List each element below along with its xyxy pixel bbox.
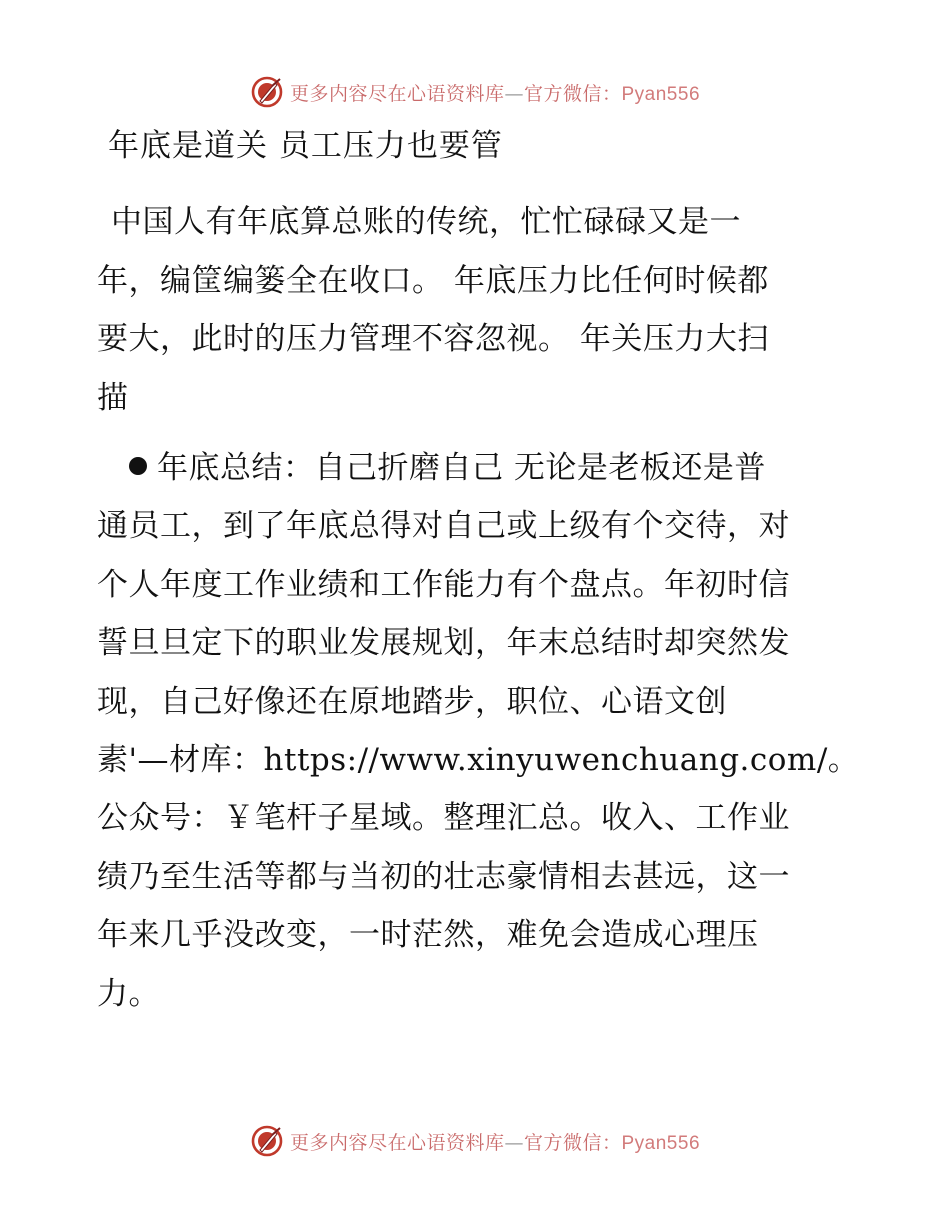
watermark-wechat-id: Pyan556 <box>621 83 701 105</box>
watermark-site-text: 更多内容尽在心语资料库 <box>289 82 505 105</box>
watermark-site-text: 更多内容尽在心语资料库 <box>289 1131 505 1154</box>
section-line: 素'—材库：https://www.xinyuwenchuang.com/。 <box>97 741 860 778</box>
watermark-separator: — <box>504 82 524 105</box>
section-first-line <box>97 439 857 497</box>
intro-line: 年，编筐编篓全在收口。 年底压力比任何时候都 <box>97 262 769 299</box>
watermark-wechat-id: Pyan556 <box>621 1132 701 1154</box>
section-line: 力。 <box>97 975 160 1012</box>
watermark-official-text: 官方微信： <box>523 1131 622 1154</box>
footer-watermark-text <box>290 1128 700 1155</box>
footer-watermark <box>0 1121 950 1161</box>
section-line: 通员工，到了年底总得对自己或上级有个交待，对 <box>97 508 790 545</box>
header-watermark <box>0 72 950 112</box>
intro-paragraph <box>97 193 857 427</box>
section-heading-text: 年底总结：自己折磨自己 无论是老板还是普 <box>157 450 766 486</box>
page-title: 年底是道关 员工压力也要管 <box>108 128 503 164</box>
intro-line: 描 <box>97 379 129 416</box>
section-line: 誓旦旦定下的职业发展规划，年末总结时却突然发 <box>97 625 790 662</box>
section-line: 现，自己好像还在原地踏步，职位、心语文创 <box>97 683 727 720</box>
quill-seal-icon <box>250 75 284 109</box>
intro-line: 中国人有年底算总账的传统，忙忙碌碌又是一 <box>111 204 741 240</box>
section-line: 绩乃至生活等都与当初的壮志豪情相去甚远，这一 <box>97 858 790 895</box>
section-paragraph <box>97 439 860 1023</box>
section-line: 公众号：￥笔杆子星域。整理汇总。收入、工作业 <box>97 800 790 837</box>
bullet-dot-icon <box>129 457 147 475</box>
header-watermark-text <box>290 79 700 106</box>
section-line: 年来几乎没改变，一时茫然，难免会造成心理压 <box>97 917 759 954</box>
intro-line: 要大，此时的压力管理不容忽视。 年关压力大扫 <box>97 321 769 358</box>
watermark-official-text: 官方微信： <box>523 82 622 105</box>
section-line: 个人年度工作业绩和工作能力有个盘点。年初时信 <box>97 566 790 603</box>
quill-seal-icon <box>250 1124 284 1158</box>
watermark-separator: — <box>504 1131 524 1154</box>
